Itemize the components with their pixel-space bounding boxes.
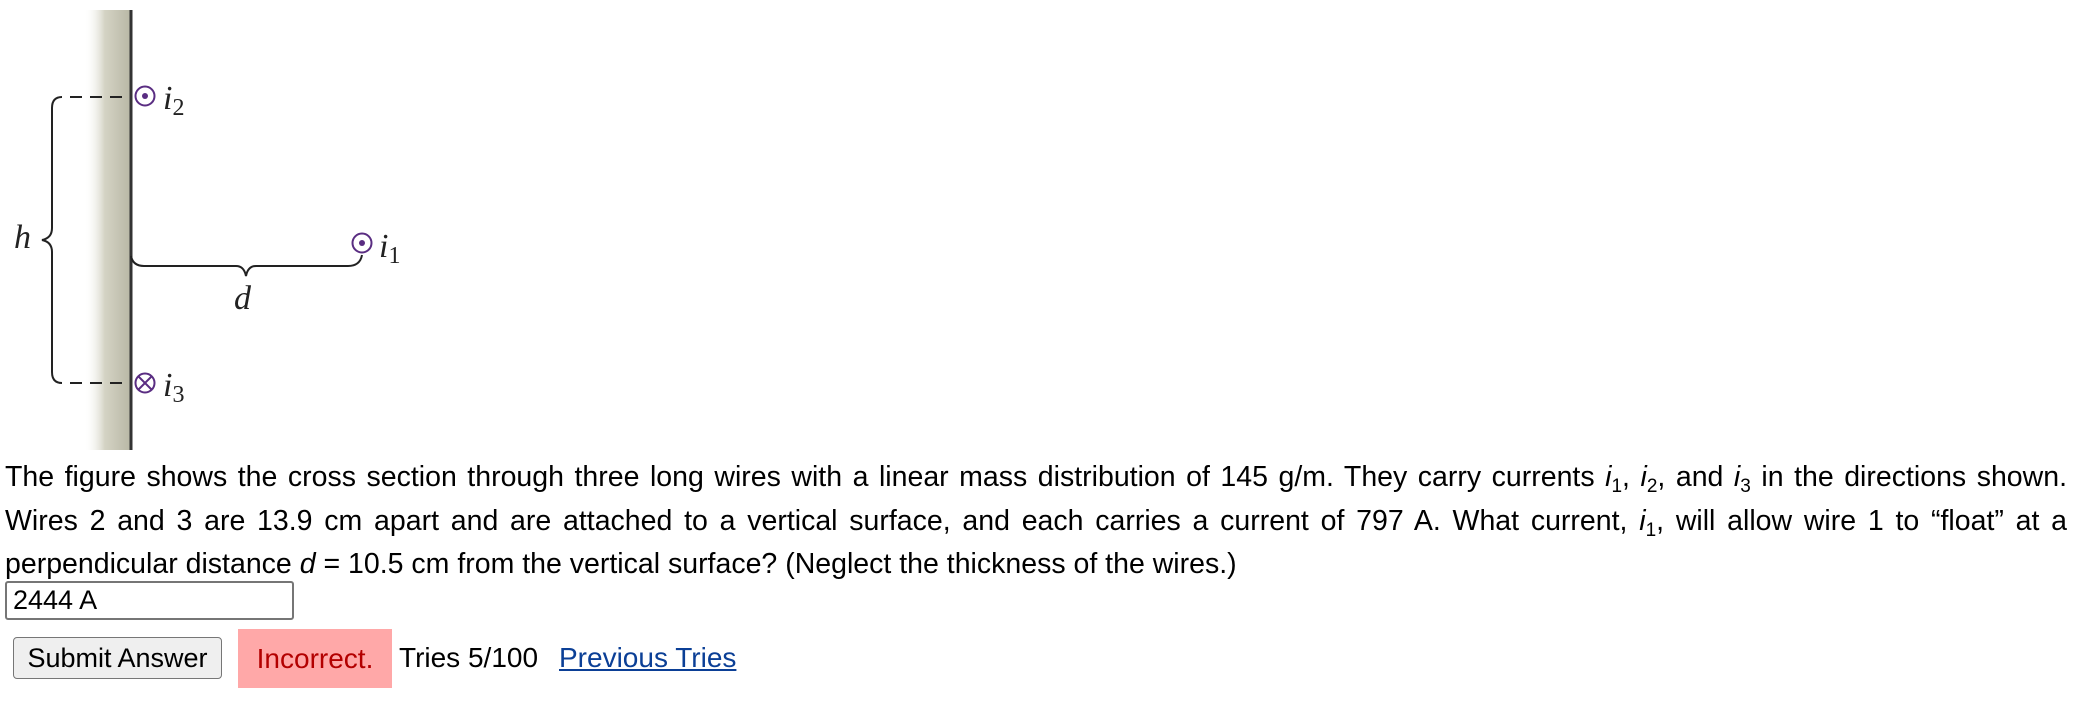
previous-tries-link[interactable]: Previous Tries [559,642,737,673]
incorrect-status-badge: Incorrect. [238,629,392,688]
label-d: d [234,280,251,317]
wire-diagram [0,0,430,460]
h-brace [42,97,62,383]
wire-i2-out-icon [136,87,155,106]
wire-i3-in-icon [136,374,155,393]
wire-i1-out-icon [353,234,372,253]
problem-statement: The figure shows the cross section through three long wires with a linear mass distribution of 145 g/m. They carry currents $i_1$, $i_2$, and $i_3$ in the directions shown. Wires 2 and 3 are 13.9 cm apart and are attached to a vertical surface, and each carries a current of 797 A. What current, $i_1$, will allow wire 1 to “float” at a perpendicular distance d = 10.5 cm from the vertical surface? (Neglect the thickness of the wires.) [5,461,2067,580]
tries-counter: Tries 5/100 [399,642,539,673]
label-i3: i3 [163,367,185,408]
submit-answer-button[interactable]: Submit Answer [13,637,222,679]
d-brace [131,255,362,276]
label-h: h [14,219,31,256]
answer-input[interactable] [5,581,294,620]
label-i1: i1 [379,228,401,269]
label-i2: i2 [163,80,185,121]
